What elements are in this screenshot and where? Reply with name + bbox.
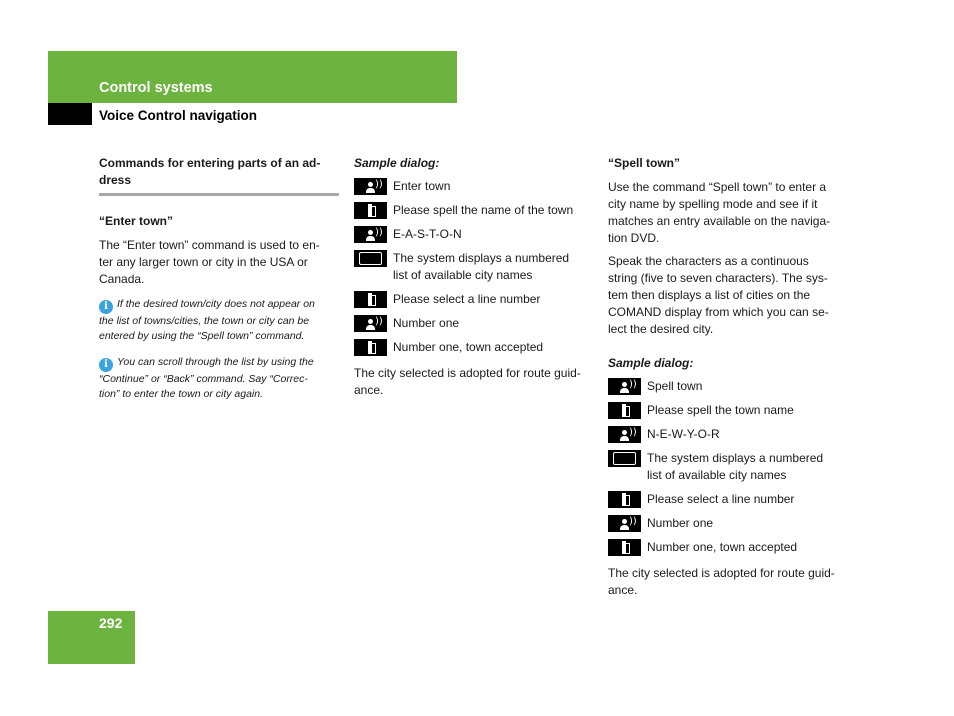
sample-dialog-label: Sample dialog: <box>608 356 694 370</box>
dialog-line: The system displays a numbered <box>647 451 824 465</box>
text-line: Canada. <box>99 272 145 286</box>
dialog-line: Please spell the name of the town <box>393 203 574 217</box>
dialog-text <box>393 202 594 219</box>
dialog-text <box>393 339 594 356</box>
enter-town-text <box>99 237 339 288</box>
text-line: COMAND display from which you can se- <box>608 305 829 319</box>
column-1 <box>99 155 339 401</box>
sample-dialog-label: Sample dialog: <box>354 156 440 170</box>
system-voice-icon <box>608 539 641 556</box>
dialog-row <box>608 491 850 508</box>
dialog-line: Please select a line number <box>393 292 541 306</box>
text-line: ance. <box>354 383 384 397</box>
dialog-line: list of available city names <box>393 268 533 282</box>
note-line: You can scroll through the list by using the <box>117 356 314 368</box>
dialog-text <box>647 515 850 532</box>
info-icon: i <box>99 300 113 314</box>
dialog-text <box>393 315 594 332</box>
dialog-text <box>647 539 850 556</box>
dialog-row <box>354 315 594 332</box>
page-number: 292 <box>99 615 123 631</box>
dialog-row <box>608 539 850 556</box>
system-voice-icon <box>608 402 641 419</box>
dialog-line: Spell town <box>647 379 703 393</box>
display-icon <box>354 250 387 267</box>
info-icon: i <box>99 358 113 372</box>
note-line: the list of towns/cities, the town or city can be <box>99 315 310 327</box>
dialog-text <box>393 250 594 284</box>
speaker-icon: )) <box>608 515 641 532</box>
text-line: The city selected is adopted for route guid- <box>354 366 581 380</box>
dialog-row <box>608 515 850 532</box>
sample-dialog <box>354 178 594 356</box>
text-line: city name by spelling mode and see if it <box>608 197 818 211</box>
dialog-text <box>393 291 594 308</box>
speaker-icon: )) <box>608 426 641 443</box>
dialog-row <box>354 178 594 195</box>
dialog-line: Please select a line number <box>647 492 795 506</box>
dialog-row <box>354 226 594 243</box>
dialog-row <box>354 202 594 219</box>
text-line: ter any larger town or city in the USA or <box>99 255 308 269</box>
note-line: tion” to enter the town or city again. <box>99 387 264 400</box>
note-line: If the desired town/city does not appear on <box>117 298 315 310</box>
dialog-row <box>608 426 850 443</box>
system-voice-icon <box>354 202 387 219</box>
dialog-line: Enter town <box>393 179 451 193</box>
dialog-line: Number one <box>647 516 714 530</box>
note-line: “Continue” or “Back” command. Say “Correc- <box>99 373 308 385</box>
text-line: lect the desired city. <box>608 322 714 336</box>
system-voice-icon <box>608 491 641 508</box>
dialog-line: list of available city names <box>647 468 787 482</box>
section-heading-line: dress <box>99 173 132 187</box>
text-line: tion DVD. <box>608 231 660 245</box>
dialog-row <box>608 378 850 395</box>
dialog-line: Number one, town accepted <box>393 340 544 354</box>
text-line: ance. <box>608 583 638 597</box>
spell-town-heading: “Spell town” <box>608 156 680 170</box>
dialog-row <box>608 450 850 484</box>
column-3 <box>608 155 850 599</box>
dialog-row <box>608 402 850 419</box>
dialog-text <box>647 491 850 508</box>
speaker-icon: )) <box>608 378 641 395</box>
section-heading <box>99 155 339 196</box>
spell-town-para-1 <box>608 179 850 247</box>
note-line: entered by using the “Spell town” command. <box>99 329 305 342</box>
enter-town-heading: “Enter town” <box>99 214 173 228</box>
dialog-line: Please spell the town name <box>647 403 794 417</box>
dialog-line: Number one <box>393 316 460 330</box>
info-note-1 <box>99 297 339 343</box>
text-line: The city selected is adopted for route guid- <box>608 566 835 580</box>
speaker-icon: )) <box>354 226 387 243</box>
dialog-text <box>647 450 850 484</box>
info-note-2 <box>99 355 339 401</box>
section-heading-line: Commands for entering parts of an ad- <box>99 156 321 170</box>
text-line: Speak the characters as a continuous <box>608 254 809 268</box>
dialog-row <box>354 291 594 308</box>
dialog-line: E-A-S-T-O-N <box>393 227 462 241</box>
dialog-row <box>354 339 594 356</box>
header-tab-marker <box>48 103 92 125</box>
section-title: Control systems <box>99 80 213 96</box>
speaker-icon: )) <box>354 178 387 195</box>
dialog-text <box>647 426 850 443</box>
display-icon <box>608 450 641 467</box>
text-line: string (five to seven characters). The sys- <box>608 271 828 285</box>
sample-dialog <box>608 378 850 556</box>
page-subtitle: Voice Control navigation <box>99 108 258 123</box>
dialog-footer <box>354 365 594 399</box>
column-2 <box>354 155 594 399</box>
speaker-icon: )) <box>354 315 387 332</box>
dialog-text <box>647 378 850 395</box>
text-line: tem then displays a list of cities on the <box>608 288 811 302</box>
dialog-line: The system displays a numbered <box>393 251 570 265</box>
text-line: The “Enter town” command is used to en- <box>99 238 320 252</box>
dialog-line: N-E-W-Y-O-R <box>647 427 720 441</box>
text-line: Use the command “Spell town” to enter a <box>608 180 827 194</box>
dialog-row <box>354 250 594 284</box>
text-line: matches an entry available on the naviga- <box>608 214 831 228</box>
dialog-text <box>647 402 850 419</box>
system-voice-icon <box>354 291 387 308</box>
dialog-footer <box>608 565 850 599</box>
spell-town-para-2 <box>608 253 850 338</box>
dialog-text <box>393 226 594 243</box>
system-voice-icon <box>354 339 387 356</box>
dialog-text <box>393 178 594 195</box>
dialog-line: Number one, town accepted <box>647 540 798 554</box>
